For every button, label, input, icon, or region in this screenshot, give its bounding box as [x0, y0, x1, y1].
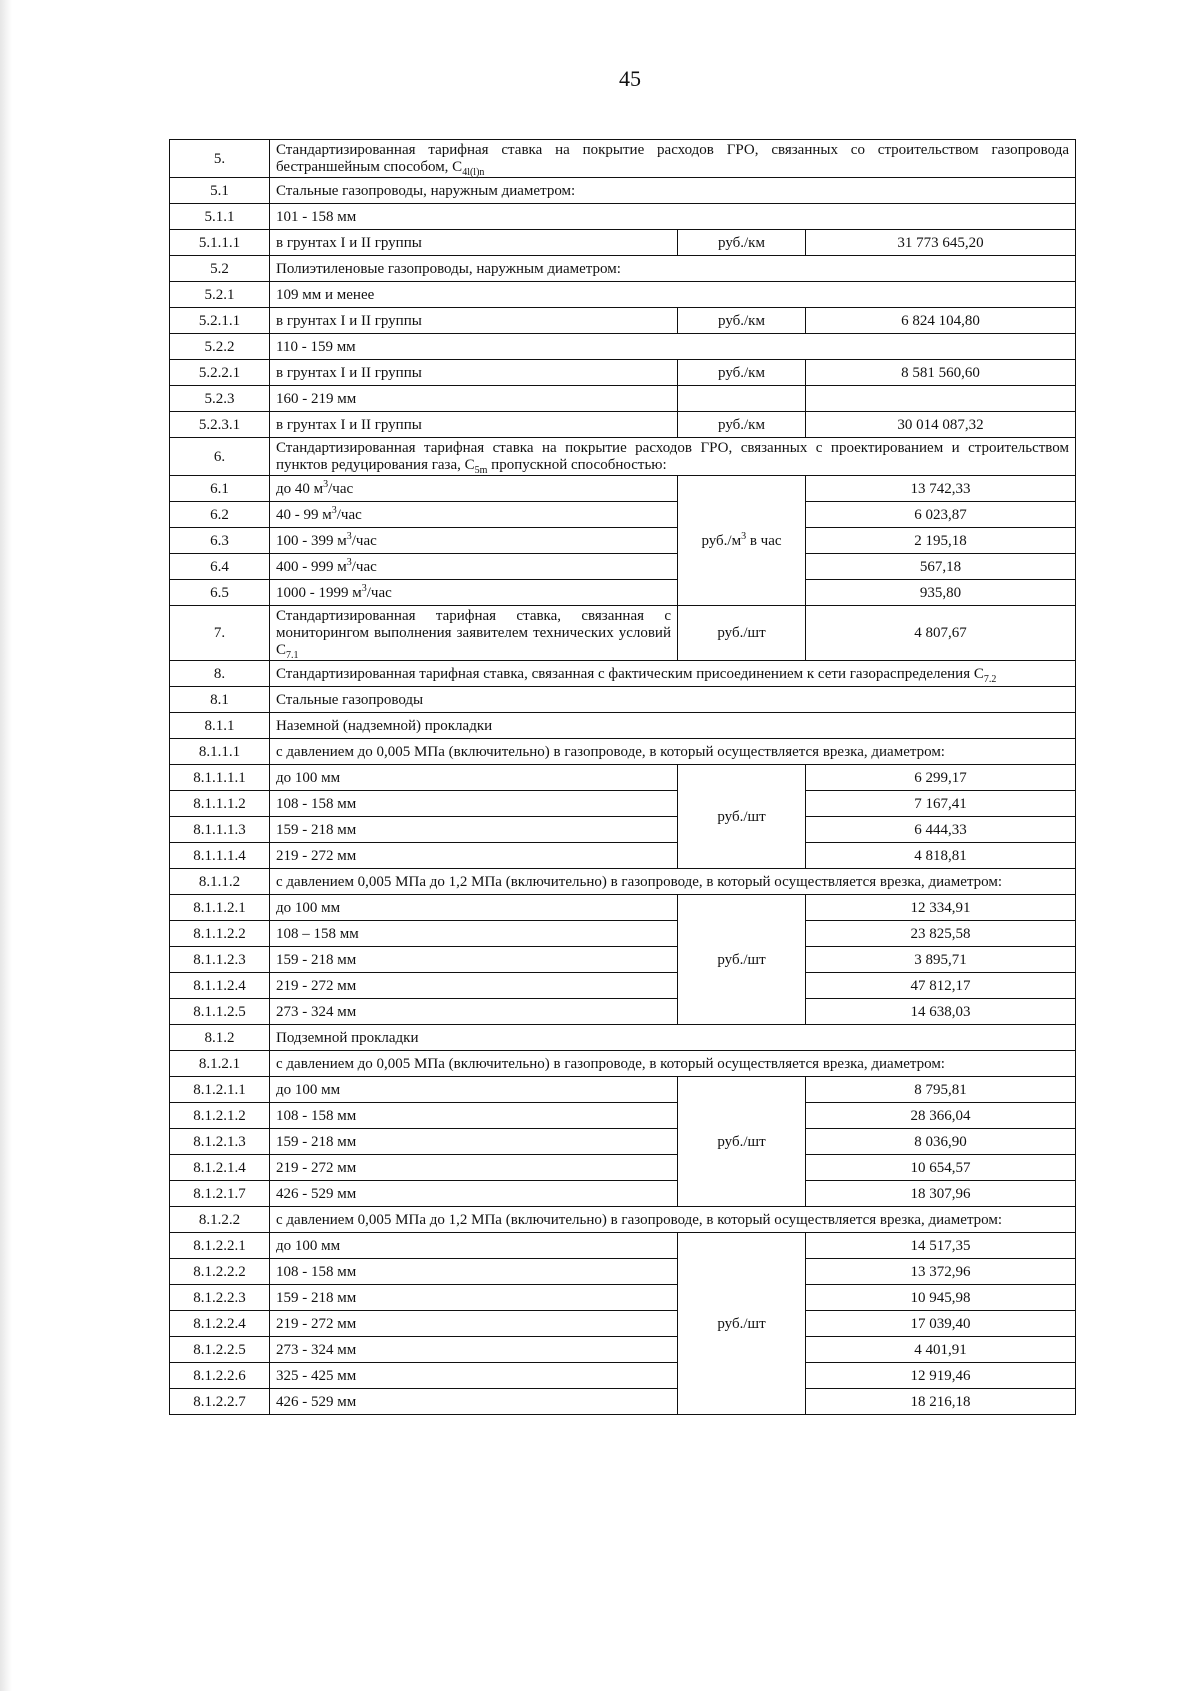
item-number: 8. — [170, 661, 270, 687]
table-row — [170, 386, 1076, 412]
item-value: 935,80 — [806, 580, 1076, 606]
subscript: 7.1 — [286, 650, 299, 661]
table-row — [170, 554, 1076, 580]
item-number: 8.1.1.2.4 — [170, 973, 270, 999]
item-description: 101 - 158 мм — [270, 204, 1076, 230]
page-number: 45 — [619, 66, 641, 91]
item-unit: руб./км — [678, 308, 806, 334]
item-description: Стальные газопроводы, наружным диаметром: — [270, 178, 1076, 204]
item-number: 8.1.2.1.1 — [170, 1077, 270, 1103]
item-description: в грунтах I и II группы — [270, 412, 678, 438]
table-row — [170, 476, 1076, 502]
item-unit: руб./шт — [678, 895, 806, 1025]
table-row — [170, 360, 1076, 386]
item-description: 426 - 529 мм — [270, 1181, 678, 1207]
item-number: 6.1 — [170, 476, 270, 502]
item-number: 8.1.2.1.2 — [170, 1103, 270, 1129]
item-description: Стандартизированная тарифная ставка, связанная с мониторингом выполнения заявителем технических условий $С_{7.1}$ — [270, 606, 678, 661]
item-number: 8.1.1.2.2 — [170, 921, 270, 947]
item-number: 8.1.1.1.1 — [170, 765, 270, 791]
item-description: 159 - 218 мм — [270, 1129, 678, 1155]
item-number: 5.1 — [170, 178, 270, 204]
table-row — [170, 1389, 1076, 1415]
item-description: с давлением 0,005 МПа до 1,2 МПа (включительно) в газопроводе, в который осуществляется врезка, диаметром: — [270, 869, 1076, 895]
item-number: 5.1.1 — [170, 204, 270, 230]
item-unit — [678, 386, 806, 412]
item-number: 8.1.2.1.3 — [170, 1129, 270, 1155]
item-number: 6.5 — [170, 580, 270, 606]
item-number: 8.1.1.2.3 — [170, 947, 270, 973]
item-value: 3 895,71 — [806, 947, 1076, 973]
item-description: 219 - 272 мм — [270, 1155, 678, 1181]
table-row — [170, 1051, 1076, 1077]
table-row — [170, 1103, 1076, 1129]
item-unit: руб./шт — [678, 765, 806, 869]
table-row — [170, 869, 1076, 895]
table-row — [170, 256, 1076, 282]
item-number: 8.1.1 — [170, 713, 270, 739]
item-value: 14 638,03 — [806, 999, 1076, 1025]
table-row — [170, 765, 1076, 791]
item-number: 6. — [170, 438, 270, 476]
item-description: 219 - 272 мм — [270, 1311, 678, 1337]
table-row — [170, 438, 1076, 476]
item-value: 8 581 560,60 — [806, 360, 1076, 386]
table-row — [170, 661, 1076, 687]
item-description: 273 - 324 мм — [270, 999, 678, 1025]
item-description: Стальные газопроводы — [270, 687, 1076, 713]
item-number: 8.1.1.2.1 — [170, 895, 270, 921]
table-row — [170, 1337, 1076, 1363]
table-row — [170, 947, 1076, 973]
item-unit: руб./шт — [678, 606, 806, 661]
item-description: 426 - 529 мм — [270, 1389, 678, 1415]
item-description: Полиэтиленовые газопроводы, наружным диаметром: — [270, 256, 1076, 282]
item-number: 5.2.3.1 — [170, 412, 270, 438]
table-row — [170, 1285, 1076, 1311]
item-description: Стандартизированная тарифная ставка на покрытие расходов ГРО, связанных с проектированием и строительством пунктов редуцирования газа, $С_{5m}$ пропускной способностью: — [270, 438, 1076, 476]
item-description: 159 - 218 мм — [270, 817, 678, 843]
item-value: 7 167,41 — [806, 791, 1076, 817]
item-description: 159 - 218 мм — [270, 1285, 678, 1311]
table-row — [170, 817, 1076, 843]
item-description: до 100 мм — [270, 765, 678, 791]
item-number: 8.1.2.1 — [170, 1051, 270, 1077]
item-description: с давлением до 0,005 МПа (включительно) в газопроводе, в который осуществляется врезка, диаметром: — [270, 1051, 1076, 1077]
item-description: 219 - 272 мм — [270, 843, 678, 869]
table-row — [170, 739, 1076, 765]
superscript: 3 — [346, 530, 352, 542]
table-row — [170, 580, 1076, 606]
table-row — [170, 687, 1076, 713]
item-description: 110 - 159 мм — [270, 334, 1076, 360]
item-number: 8.1.1.1.3 — [170, 817, 270, 843]
item-number: 8.1.1.1 — [170, 739, 270, 765]
item-unit: руб./км — [678, 230, 806, 256]
item-value: 17 039,40 — [806, 1311, 1076, 1337]
item-number: 8.1.2.2.3 — [170, 1285, 270, 1311]
superscript: 3 — [361, 582, 367, 594]
item-unit: $руб./м^3$ в час — [678, 476, 806, 606]
item-value: 8 036,90 — [806, 1129, 1076, 1155]
item-description: Стандартизированная тарифная ставка, связанная с фактическим присоединением к сети газораспределения $С_{7.2}$ — [270, 661, 1076, 687]
item-number: 5.2.2 — [170, 334, 270, 360]
item-number: 8.1.1.1.2 — [170, 791, 270, 817]
item-number: 5.2.3 — [170, 386, 270, 412]
item-description: 160 - 219 мм — [270, 386, 678, 412]
superscript: 3 — [346, 556, 352, 568]
item-value — [806, 386, 1076, 412]
item-description: до 100 мм — [270, 1077, 678, 1103]
item-value: 6 299,17 — [806, 765, 1076, 791]
item-value: 18 216,18 — [806, 1389, 1076, 1415]
item-description: до 100 мм — [270, 895, 678, 921]
table-row — [170, 999, 1076, 1025]
item-description: в грунтах I и II группы — [270, 230, 678, 256]
item-description: 400 - 999 $м^3$/час — [270, 554, 678, 580]
table-row — [170, 973, 1076, 999]
item-value: 567,18 — [806, 554, 1076, 580]
item-number: 8.1.2.2.2 — [170, 1259, 270, 1285]
item-description: 325 - 425 мм — [270, 1363, 678, 1389]
superscript: 3 — [323, 478, 329, 490]
table-row — [170, 921, 1076, 947]
item-description: до 100 мм — [270, 1233, 678, 1259]
table-row — [170, 140, 1076, 178]
item-value: 6 824 104,80 — [806, 308, 1076, 334]
item-value: 28 366,04 — [806, 1103, 1076, 1129]
table-row — [170, 843, 1076, 869]
item-value: 6 444,33 — [806, 817, 1076, 843]
item-number: 6.3 — [170, 528, 270, 554]
item-number: 8.1 — [170, 687, 270, 713]
subscript: 7.2 — [983, 673, 997, 685]
item-value: 18 307,96 — [806, 1181, 1076, 1207]
item-number: 8.1.2.2.4 — [170, 1311, 270, 1337]
item-value: 4 807,67 — [806, 606, 1076, 661]
item-number: 8.1.1.2.5 — [170, 999, 270, 1025]
table-row — [170, 1077, 1076, 1103]
table-row — [170, 1025, 1076, 1051]
item-description: с давлением 0,005 МПа до 1,2 МПа (включительно) в газопроводе, в который осуществляется врезка, диаметром: — [270, 1207, 1076, 1233]
item-number: 8.1.2.2.7 — [170, 1389, 270, 1415]
item-description: 108 - 158 мм — [270, 1103, 678, 1129]
item-value: 13 372,96 — [806, 1259, 1076, 1285]
table-row — [170, 1363, 1076, 1389]
table-row — [170, 178, 1076, 204]
item-description: до 40 $м^3$/час — [270, 476, 678, 502]
table-row — [170, 1155, 1076, 1181]
item-number: 8.1.1.2 — [170, 869, 270, 895]
item-unit: руб./км — [678, 412, 806, 438]
superscript: 3 — [331, 504, 337, 516]
table-row — [170, 1181, 1076, 1207]
item-value: 2 195,18 — [806, 528, 1076, 554]
item-description: в грунтах I и II группы — [270, 360, 678, 386]
item-value: 6 023,87 — [806, 502, 1076, 528]
tariff-table — [169, 139, 1076, 1415]
item-description: с давлением до 0,005 МПа (включительно) в газопроводе, в который осуществляется врезка, диаметром: — [270, 739, 1076, 765]
table-row — [170, 308, 1076, 334]
table-row — [170, 528, 1076, 554]
item-number: 7. — [170, 606, 270, 661]
item-description: Подземной прокладки — [270, 1025, 1076, 1051]
table-row — [170, 502, 1076, 528]
table-row — [170, 1207, 1076, 1233]
item-value: 47 812,17 — [806, 973, 1076, 999]
table-row — [170, 1259, 1076, 1285]
item-description: 273 - 324 мм — [270, 1337, 678, 1363]
subscript: 4l(l)n — [462, 167, 485, 178]
table-row — [170, 1311, 1076, 1337]
table-row — [170, 895, 1076, 921]
scan-edge — [0, 0, 12, 1691]
item-number: 5.2.2.1 — [170, 360, 270, 386]
item-value: 13 742,33 — [806, 476, 1076, 502]
item-unit: руб./км — [678, 360, 806, 386]
item-value: 8 795,81 — [806, 1077, 1076, 1103]
item-value: 10 654,57 — [806, 1155, 1076, 1181]
item-value: 23 825,58 — [806, 921, 1076, 947]
table-row — [170, 334, 1076, 360]
item-number: 5.1.1.1 — [170, 230, 270, 256]
table-row — [170, 204, 1076, 230]
item-value: 31 773 645,20 — [806, 230, 1076, 256]
item-description: 219 - 272 мм — [270, 973, 678, 999]
item-description: 108 - 158 мм — [270, 1259, 678, 1285]
superscript: 3 — [741, 530, 747, 542]
item-value: 14 517,35 — [806, 1233, 1076, 1259]
item-number: 8.1.2.2.6 — [170, 1363, 270, 1389]
table-row — [170, 1233, 1076, 1259]
item-description: Наземной (надземной) прокладки — [270, 713, 1076, 739]
item-number: 8.1.2 — [170, 1025, 270, 1051]
item-value: 30 014 087,32 — [806, 412, 1076, 438]
item-value: 4 401,91 — [806, 1337, 1076, 1363]
item-number: 8.1.2.2.1 — [170, 1233, 270, 1259]
table-row — [170, 791, 1076, 817]
item-description: 159 - 218 мм — [270, 947, 678, 973]
item-unit: руб./шт — [678, 1077, 806, 1207]
item-number: 5.2.1.1 — [170, 308, 270, 334]
item-number: 5.2 — [170, 256, 270, 282]
item-unit: руб./шт — [678, 1233, 806, 1415]
table-row — [170, 606, 1076, 661]
item-description: 40 - 99 $м^3$/час — [270, 502, 678, 528]
table-row — [170, 282, 1076, 308]
item-description: 1000 - 1999 $м^3$/час — [270, 580, 678, 606]
table-row — [170, 713, 1076, 739]
item-description: Стандартизированная тарифная ставка на покрытие расходов ГРО, связанных со строительством газопровода бестраншейным способом, $С_{4l(l)n}$ — [270, 140, 1076, 178]
item-value: 12 334,91 — [806, 895, 1076, 921]
item-number: 8.1.2.1.4 — [170, 1155, 270, 1181]
item-description: в грунтах I и II группы — [270, 308, 678, 334]
item-number: 5.2.1 — [170, 282, 270, 308]
item-number: 8.1.2.2 — [170, 1207, 270, 1233]
table-row — [170, 412, 1076, 438]
item-description: 109 мм и менее — [270, 282, 1076, 308]
item-value: 10 945,98 — [806, 1285, 1076, 1311]
item-description: 108 – 158 мм — [270, 921, 678, 947]
item-value: 4 818,81 — [806, 843, 1076, 869]
item-number: 8.1.1.1.4 — [170, 843, 270, 869]
item-number: 6.4 — [170, 554, 270, 580]
item-value: 12 919,46 — [806, 1363, 1076, 1389]
table-row — [170, 230, 1076, 256]
item-description: 100 - 399 $м^3$/час — [270, 528, 678, 554]
table-row — [170, 1129, 1076, 1155]
item-number: 8.1.2.2.5 — [170, 1337, 270, 1363]
subscript: 5m — [474, 465, 488, 476]
item-number: 6.2 — [170, 502, 270, 528]
item-number: 8.1.2.1.7 — [170, 1181, 270, 1207]
item-description: 108 - 158 мм — [270, 791, 678, 817]
item-number: 5. — [170, 140, 270, 178]
